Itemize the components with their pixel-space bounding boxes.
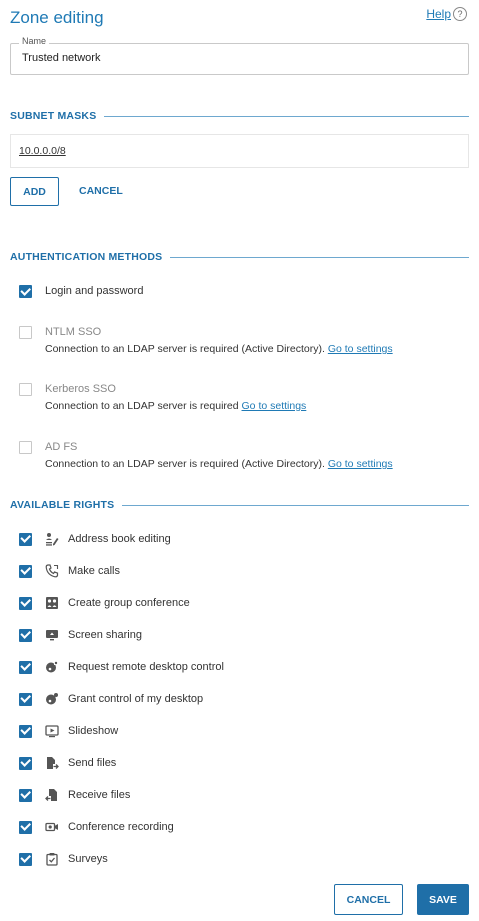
right-item-recording[interactable] — [19, 819, 174, 835]
right-label: Send files — [68, 757, 117, 769]
right-checkbox[interactable] — [19, 693, 32, 706]
remote-control-request-icon — [45, 660, 59, 674]
help-label[interactable]: Help — [426, 7, 451, 21]
ad-fs-checkbox[interactable] — [19, 441, 32, 454]
go-to-settings-link[interactable]: Go to settings — [327, 343, 393, 355]
login-password-checkbox[interactable] — [19, 285, 32, 298]
receive-file-icon — [45, 788, 59, 802]
address-book-edit-icon — [45, 532, 59, 546]
auth-method-desc-text: Connection to an LDAP server is required (Active Directory). — [45, 458, 325, 470]
auth-method-description — [45, 400, 306, 412]
name-field-label: Name — [19, 36, 49, 46]
send-file-icon — [45, 756, 59, 770]
screen-share-icon — [45, 628, 59, 642]
right-checkbox[interactable] — [19, 533, 32, 546]
right-item-make-calls[interactable] — [19, 563, 120, 579]
auth-method-label: Kerberos SSO — [45, 383, 116, 395]
kerberos-sso-checkbox[interactable] — [19, 383, 32, 396]
right-item-receive-files[interactable] — [19, 787, 130, 803]
right-label: Surveys — [68, 853, 108, 865]
right-label: Slideshow — [68, 725, 119, 737]
right-item-screen-sharing[interactable] — [19, 627, 142, 643]
right-checkbox[interactable] — [19, 789, 32, 802]
section-divider — [104, 116, 469, 117]
right-item-slideshow[interactable] — [19, 723, 118, 739]
right-label: Create group conference — [68, 597, 190, 609]
right-label: Make calls — [68, 565, 120, 577]
phone-icon — [45, 564, 59, 578]
grant-control-icon — [45, 692, 59, 706]
go-to-settings-link[interactable]: Go to settings — [327, 458, 393, 470]
auth-method-description — [45, 458, 393, 470]
right-item-surveys[interactable] — [19, 851, 108, 867]
right-label: Request remote desktop control — [68, 661, 224, 673]
auth-methods-heading-text: AUTHENTICATION METHODS — [10, 251, 163, 263]
right-item-request-control[interactable] — [19, 659, 224, 675]
available-rights-heading-text: AVAILABLE RIGHTS — [10, 499, 115, 511]
help-link[interactable] — [426, 7, 467, 21]
question-circle-icon[interactable]: ? — [453, 7, 467, 21]
section-divider — [170, 257, 469, 258]
auth-method-desc-text: Connection to an LDAP server is required (Active Directory). — [45, 343, 325, 355]
right-label: Receive files — [68, 789, 131, 801]
right-checkbox[interactable] — [19, 661, 32, 674]
save-button[interactable]: SAVE — [417, 884, 469, 915]
right-checkbox[interactable] — [19, 565, 32, 578]
slideshow-icon — [45, 724, 59, 738]
auth-method-label: Login and password — [45, 285, 144, 297]
right-checkbox[interactable] — [19, 853, 32, 866]
section-divider — [122, 505, 469, 506]
right-label: Conference recording — [68, 821, 174, 833]
right-item-group-conference[interactable] — [19, 595, 190, 611]
subnet-masks-heading-text: SUBNET MASKS — [10, 110, 97, 122]
right-item-grant-control[interactable] — [19, 691, 203, 707]
auth-method-label: NTLM SSO — [45, 326, 102, 338]
right-label: Grant control of my desktop — [68, 693, 204, 705]
go-to-settings-link[interactable]: Go to settings — [241, 400, 307, 412]
ntlm-sso-checkbox[interactable] — [19, 326, 32, 339]
cancel-subnet-button[interactable]: CANCEL — [79, 185, 123, 197]
group-conference-icon — [45, 596, 59, 610]
available-rights-heading — [10, 499, 469, 511]
right-label: Address book editing — [68, 533, 171, 545]
right-item-send-files[interactable] — [19, 755, 116, 771]
right-label: Screen sharing — [68, 629, 142, 641]
add-subnet-button[interactable]: ADD — [10, 177, 59, 206]
right-checkbox[interactable] — [19, 629, 32, 642]
survey-clipboard-icon — [45, 852, 59, 866]
right-checkbox[interactable] — [19, 757, 32, 770]
auth-method-description — [45, 343, 393, 355]
recording-camera-icon — [45, 820, 59, 834]
page-title: Zone editing — [10, 8, 104, 27]
right-checkbox[interactable] — [19, 597, 32, 610]
auth-methods-heading — [10, 251, 469, 263]
auth-method-desc-text: Connection to an LDAP server is required — [45, 400, 239, 412]
subnet-input[interactable] — [10, 134, 469, 168]
auth-method-label: AD FS — [45, 441, 78, 453]
right-checkbox[interactable] — [19, 725, 32, 738]
name-input-value[interactable]: Trusted network — [22, 52, 101, 64]
right-checkbox[interactable] — [19, 821, 32, 834]
cancel-button[interactable]: CANCEL — [334, 884, 403, 915]
subnet-entry[interactable]: 10.0.0.0/8 — [19, 145, 66, 157]
right-item-address-book[interactable] — [19, 531, 171, 547]
subnet-masks-heading — [10, 110, 469, 122]
